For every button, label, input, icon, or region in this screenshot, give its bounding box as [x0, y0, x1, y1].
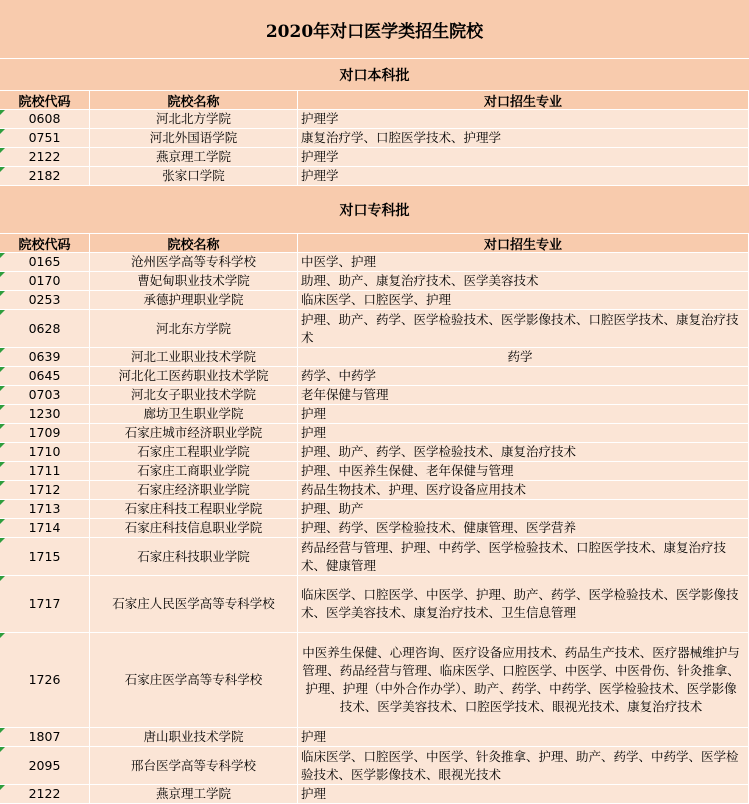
cell-name[interactable]: 石家庄科技信息职业学院 — [90, 519, 298, 538]
cell-name[interactable]: 曹妃甸职业技术学院 — [90, 272, 298, 291]
error-marker — [0, 576, 5, 581]
cell-major[interactable]: 助理、助产、康复治疗技术、医学美容技术 — [298, 272, 749, 291]
table-row — [0, 728, 749, 747]
cell-major[interactable]: 药品经营与管理、护理、中药学、医学检验技术、口腔医学技术、康复治疗技术、健康管理 — [298, 538, 749, 576]
cell-major[interactable]: 护理 — [298, 785, 749, 804]
error-marker — [0, 253, 5, 258]
cell-code[interactable]: 1717 — [0, 576, 90, 633]
header-row-bachelor — [0, 91, 749, 110]
cell-name[interactable]: 燕京理工学院 — [90, 785, 298, 804]
header-code[interactable]: 院校代码 — [0, 91, 90, 110]
table-row — [0, 148, 749, 167]
table-row — [0, 167, 749, 186]
cell-name[interactable]: 石家庄工程职业学院 — [90, 443, 298, 462]
cell-name[interactable]: 石家庄城市经济职业学院 — [90, 424, 298, 443]
cell-name[interactable]: 石家庄科技职业学院 — [90, 538, 298, 576]
sheet-title-row[interactable] — [0, 0, 749, 59]
cell-major[interactable]: 药学、中药学 — [298, 367, 749, 386]
cell-name[interactable]: 河北北方学院 — [90, 110, 298, 129]
table-row — [0, 747, 749, 785]
table-row — [0, 519, 749, 538]
table-row — [0, 348, 749, 367]
table-row — [0, 272, 749, 291]
cell-name[interactable]: 石家庄科技工程职业学院 — [90, 500, 298, 519]
cell-major[interactable]: 护理 — [298, 424, 749, 443]
table-row — [0, 538, 749, 576]
cell-major[interactable]: 老年保健与管理 — [298, 386, 749, 405]
table-row — [0, 576, 749, 633]
cell-name[interactable]: 河北外国语学院 — [90, 129, 298, 148]
header-name[interactable]: 院校名称 — [90, 234, 298, 253]
error-marker — [0, 785, 5, 790]
cell-major[interactable]: 护理学 — [298, 167, 749, 186]
cell-name[interactable]: 河北女子职业技术学院 — [90, 386, 298, 405]
error-marker — [0, 386, 5, 391]
cell-major[interactable]: 临床医学、口腔医学、中医学、针灸推拿、护理、助产、药学、中药学、医学检验技术、医学影像技术、眼视光技术 — [298, 747, 749, 785]
error-marker — [0, 728, 5, 733]
cell-code[interactable]: 1726 — [0, 633, 90, 728]
cell-major[interactable]: 护理 — [298, 405, 749, 424]
cell-name[interactable]: 燕京理工学院 — [90, 148, 298, 167]
cell-major[interactable]: 护理、药学、医学检验技术、健康管理、医学营养 — [298, 519, 749, 538]
cell-name[interactable]: 石家庄人民医学高等专科学校 — [90, 576, 298, 633]
cell-name[interactable]: 邢台医学高等专科学校 — [90, 747, 298, 785]
header-code[interactable]: 院校代码 — [0, 234, 90, 253]
cell-code[interactable]: 0703 — [0, 386, 90, 405]
cell-code[interactable]: 0165 — [0, 253, 90, 272]
sheet-title: 2020年对口医学类招生院校 — [265, 21, 484, 42]
cell-code[interactable]: 0645 — [0, 367, 90, 386]
cell-code[interactable]: 0628 — [0, 310, 90, 348]
cell-major[interactable]: 中医学、护理 — [298, 253, 749, 272]
header-row-college — [0, 234, 749, 253]
section-title: 对口专科批 — [339, 202, 410, 219]
header-major[interactable]: 对口招生专业 — [298, 91, 749, 110]
table-row — [0, 462, 749, 481]
error-marker — [0, 367, 5, 372]
cell-major[interactable]: 临床医学、口腔医学、中医学、护理、助产、药学、医学检验技术、医学影像技术、医学美容技术、康复治疗技术、卫生信息管理 — [298, 576, 749, 633]
cell-name[interactable]: 张家口学院 — [90, 167, 298, 186]
table-row — [0, 443, 749, 462]
error-marker — [0, 348, 5, 353]
cell-code[interactable]: 0253 — [0, 291, 90, 310]
cell-code[interactable]: 1715 — [0, 538, 90, 576]
error-marker — [0, 633, 5, 638]
cell-code[interactable]: 1712 — [0, 481, 90, 500]
table-row — [0, 424, 749, 443]
cell-major[interactable]: 康复治疗学、口腔医学技术、护理学 — [298, 129, 749, 148]
cell-code[interactable]: 2122 — [0, 785, 90, 804]
header-major[interactable]: 对口招生专业 — [298, 234, 749, 253]
cell-code[interactable]: 2095 — [0, 747, 90, 785]
cell-code[interactable]: 0751 — [0, 129, 90, 148]
table-row — [0, 291, 749, 310]
cell-name[interactable]: 石家庄工商职业学院 — [90, 462, 298, 481]
cell-code[interactable]: 0608 — [0, 110, 90, 129]
cell-code[interactable]: 1709 — [0, 424, 90, 443]
cell-name[interactable]: 唐山职业技术学院 — [90, 728, 298, 747]
section-college[interactable] — [0, 186, 749, 234]
cell-code[interactable]: 1714 — [0, 519, 90, 538]
cell-code[interactable]: 0639 — [0, 348, 90, 367]
table-row — [0, 129, 749, 148]
cell-code[interactable]: 1230 — [0, 405, 90, 424]
table-row — [0, 386, 749, 405]
cell-code[interactable]: 1713 — [0, 500, 90, 519]
cell-name[interactable]: 河北工业职业技术学院 — [90, 348, 298, 367]
error-marker — [0, 462, 5, 467]
error-marker — [0, 519, 5, 524]
table-row — [0, 367, 749, 386]
cell-code[interactable]: 2182 — [0, 167, 90, 186]
error-marker — [0, 538, 5, 543]
table-row — [0, 253, 749, 272]
cell-code[interactable]: 1711 — [0, 462, 90, 481]
cell-major[interactable]: 护理学 — [298, 148, 749, 167]
cell-code[interactable]: 1710 — [0, 443, 90, 462]
cell-major[interactable]: 护理、助产、药学、医学检验技术、医学影像技术、口腔医学技术、康复治疗技术 — [298, 310, 749, 348]
cell-name[interactable]: 石家庄经济职业学院 — [90, 481, 298, 500]
cell-major[interactable]: 药学 — [298, 348, 749, 367]
cell-name[interactable]: 沧州医学高等专科学校 — [90, 253, 298, 272]
cell-major[interactable]: 护理 — [298, 728, 749, 747]
error-marker — [0, 481, 5, 486]
table-row — [0, 633, 749, 728]
cell-code[interactable]: 0170 — [0, 272, 90, 291]
error-marker — [0, 424, 5, 429]
error-marker — [0, 110, 5, 115]
table-row — [0, 310, 749, 348]
cell-major[interactable]: 药品生物技术、护理、医疗设备应用技术 — [298, 481, 749, 500]
cell-code[interactable]: 2122 — [0, 148, 90, 167]
section-bachelor[interactable] — [0, 59, 749, 91]
error-marker — [0, 272, 5, 277]
cell-major[interactable]: 护理学 — [298, 110, 749, 129]
cell-major[interactable]: 护理、助产、药学、医学检验技术、康复治疗技术 — [298, 443, 749, 462]
error-marker — [0, 148, 5, 153]
cell-major[interactable]: 中医养生保健、心理咨询、医疗设备应用技术、药品生产技术、医疗器械维护与管理、药品经营与管理、临床医学、口腔医学、中医学、中医骨伤、针灸推拿、护理、护理（中外合作办学）、助产、药学、中药学、医学检验技术、医学影像技术、医学美容技术、口腔医学技术、眼视光技术、康复治疗技术 — [298, 633, 749, 728]
table-row — [0, 500, 749, 519]
cell-code[interactable]: 1807 — [0, 728, 90, 747]
table-row — [0, 481, 749, 500]
error-marker — [0, 291, 5, 296]
cell-name[interactable]: 河北东方学院 — [90, 310, 298, 348]
error-marker — [0, 129, 5, 134]
cell-major[interactable]: 护理、中医养生保健、老年保健与管理 — [298, 462, 749, 481]
error-marker — [0, 405, 5, 410]
cell-major[interactable]: 护理、助产 — [298, 500, 749, 519]
cell-name[interactable]: 承德护理职业学院 — [90, 291, 298, 310]
cell-name[interactable]: 廊坊卫生职业学院 — [90, 405, 298, 424]
error-marker — [0, 747, 5, 752]
cell-name[interactable]: 石家庄医学高等专科学校 — [90, 633, 298, 728]
table-row — [0, 110, 749, 129]
section-title: 对口本科批 — [339, 67, 410, 84]
cell-name[interactable]: 河北化工医药职业技术学院 — [90, 367, 298, 386]
table-row — [0, 405, 749, 424]
table-row — [0, 785, 749, 804]
cell-major[interactable]: 临床医学、口腔医学、护理 — [298, 291, 749, 310]
error-marker — [0, 310, 5, 315]
header-name[interactable]: 院校名称 — [90, 91, 298, 110]
error-marker — [0, 443, 5, 448]
error-marker — [0, 167, 5, 172]
error-marker — [0, 500, 5, 505]
